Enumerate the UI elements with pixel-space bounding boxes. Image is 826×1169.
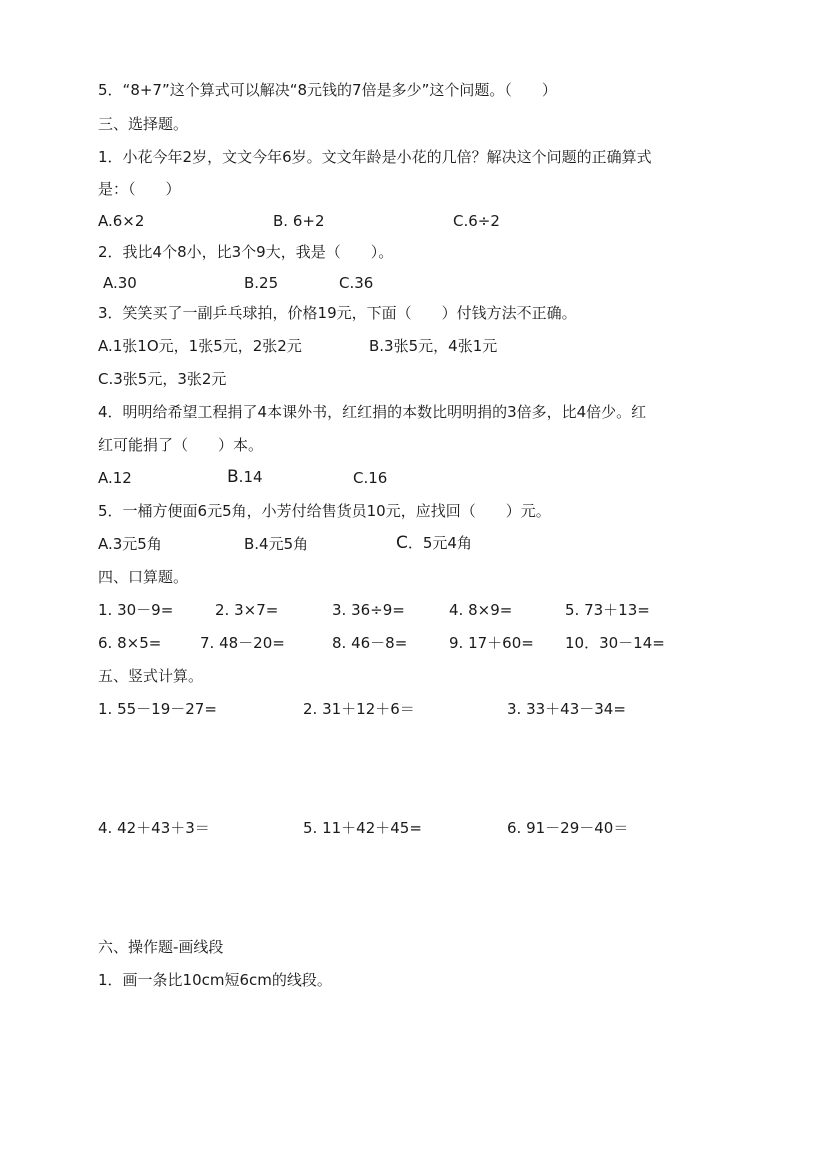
- choice-question-1-line2: 是：（ ）: [98, 180, 181, 198]
- q5-option-a: A.3元5角: [98, 535, 162, 553]
- oral-item-4: 4. 8×9=: [449, 601, 513, 619]
- q2-option-b: B.25: [244, 274, 279, 292]
- q5-option-b: B.4元5角: [244, 535, 309, 553]
- q2-option-a: A.30: [103, 274, 137, 292]
- vertical-item-1: 1. 55－19－27=: [98, 700, 217, 718]
- q5-option-c: [396, 533, 472, 553]
- q3-option-c: C.3张5元，3张2元: [98, 370, 227, 388]
- q1-option-a: A.6×2: [98, 212, 145, 230]
- oral-item-9: 9. 17＋60=: [449, 634, 534, 652]
- q5-option-c-letter: C: [396, 533, 408, 553]
- truefalse-question-5: 5．“8+7”这个算式可以解决“8元钱的7倍是多少”这个问题。（ ）: [98, 81, 557, 99]
- q1-option-c: C.6÷2: [453, 212, 500, 230]
- oral-item-5: 5. 73＋13=: [565, 601, 650, 619]
- choice-question-4-line2: 红可能捐了（ ）本。: [98, 436, 264, 454]
- choice-question-1-line1: 1．小花今年2岁，文文今年6岁。文文年龄是小花的几倍？解决这个问题的正确算式: [98, 148, 652, 166]
- section-heading-vertical: 五、竖式计算。: [98, 667, 204, 685]
- q4-option-b-letter: B: [227, 467, 239, 487]
- vertical-item-4: 4. 42＋43＋3＝: [98, 819, 210, 837]
- choice-question-5: 5．一桶方便面6元5角，小芳付给售货员10元，应找回（ ）元。: [98, 502, 551, 520]
- q4-option-c: C.16: [353, 469, 388, 487]
- oral-item-2: 2. 3×7=: [215, 601, 279, 619]
- section-heading-drawing: 六、操作题-画线段: [98, 938, 224, 956]
- oral-item-8: 8. 46－8=: [332, 634, 408, 652]
- choice-question-3: 3．笑笑买了一副乒乓球拍，价格19元，下面（ ）付钱方法不正确。: [98, 304, 577, 322]
- q3-option-a: A.1张1O元，1张5元，2张2元: [98, 337, 302, 355]
- oral-item-1: 1. 30－9=: [98, 601, 174, 619]
- q5-option-c-value: ．5元4角: [407, 534, 472, 552]
- vertical-item-5: 5. 11＋42＋45=: [303, 819, 422, 837]
- oral-item-7: 7. 48－20=: [200, 634, 285, 652]
- q3-option-b: B.3张5元，4张1元: [369, 337, 498, 355]
- oral-item-6: 6. 8×5=: [98, 634, 162, 652]
- vertical-item-2: 2. 31＋12＋6＝: [303, 700, 415, 718]
- q4-option-b: [227, 467, 263, 487]
- section-heading-choice: 三、选择题。: [98, 115, 189, 133]
- q1-option-b: B. 6+2: [273, 212, 325, 230]
- vertical-item-6: 6. 91－29－40＝: [507, 819, 629, 837]
- drawing-question-1: 1．画一条比10cm短6cm的线段。: [98, 971, 332, 989]
- oral-item-10: 10．30－14=: [565, 634, 665, 652]
- choice-question-4-line1: 4．明明给希望工程捐了4本课外书，红红捐的本数比明明捐的3倍多，比4倍少。红: [98, 403, 647, 421]
- q4-option-a: A.12: [98, 469, 132, 487]
- vertical-item-3: 3. 33＋43－34=: [507, 700, 626, 718]
- q2-option-c: C.36: [339, 274, 374, 292]
- q4-option-b-value: .14: [238, 468, 263, 486]
- oral-item-3: 3. 36÷9=: [332, 601, 405, 619]
- choice-question-2: 2．我比4个8小，比3个9大，我是（ ）。: [98, 243, 394, 261]
- section-heading-oral: 四、口算题。: [98, 568, 189, 586]
